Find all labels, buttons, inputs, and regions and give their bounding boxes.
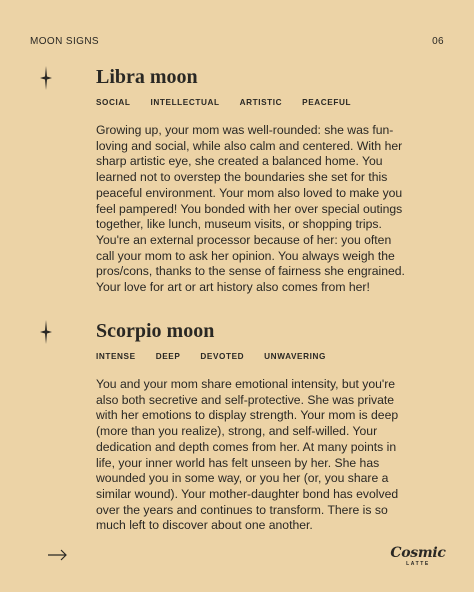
brand-logo (385, 546, 451, 568)
trait-tag: PEACEFUL (302, 98, 352, 107)
page-header (30, 36, 444, 47)
logo-wordmark: Cosmic (390, 545, 446, 561)
page-number: 06 (432, 36, 444, 47)
trait-tag: INTENSE (96, 352, 136, 361)
arrow-right-icon[interactable] (48, 549, 68, 561)
section-body: Growing up, your mom was well-rounded: she was fun-loving and social, while also calm and centered. With her sharp artistic eye, she created a balanced home. You learned not to overstep the boundaries she set for this peaceful environment. Your mom also loved to make you feel pampered! You bonded with her over special outings together, like lunch, museum visits, or shopping trips. You're an external processor because of her: you often call your mom to ask her opinion. You always weigh the pros/cons, thanks to the sense of fairness she engrained. Your love for art or art history also comes from her! (96, 123, 405, 295)
section-title: Libra moon (96, 66, 198, 88)
trait-tag: DEVOTED (200, 352, 245, 361)
trait-tag: DEEP (155, 352, 181, 361)
trait-tags (96, 352, 408, 361)
sparkle-star-icon (40, 320, 52, 344)
section-title: Scorpio moon (96, 320, 215, 342)
section-body: You and your mom share emotional intensity, but you're also both secretive and self-protective. She was private with her emotions to display strength. Your mom is deep (more than you realize), strong, and self-willed. Your dedication and depth comes from her. At many points in life, your inner world has felt unseen by her. She has wounded you in some way, or you her (or, you share a similar wound). Your mother-daughter bond has evolved over the years and continues to transform. There is so much left to discover about one another. (96, 377, 399, 533)
trait-tag: SOCIAL (96, 98, 131, 107)
sparkle-star-icon (40, 66, 52, 90)
section-label: MOON SIGNS (30, 36, 100, 47)
logo-subtext: LATTE (406, 561, 430, 567)
trait-tag: ARTISTIC (239, 98, 283, 107)
libra-moon-section (58, 66, 408, 296)
trait-tag: INTELLECTUAL (150, 98, 220, 107)
trait-tag: UNWAVERING (264, 352, 326, 361)
trait-tags (96, 98, 408, 107)
scorpio-moon-section (58, 320, 408, 534)
